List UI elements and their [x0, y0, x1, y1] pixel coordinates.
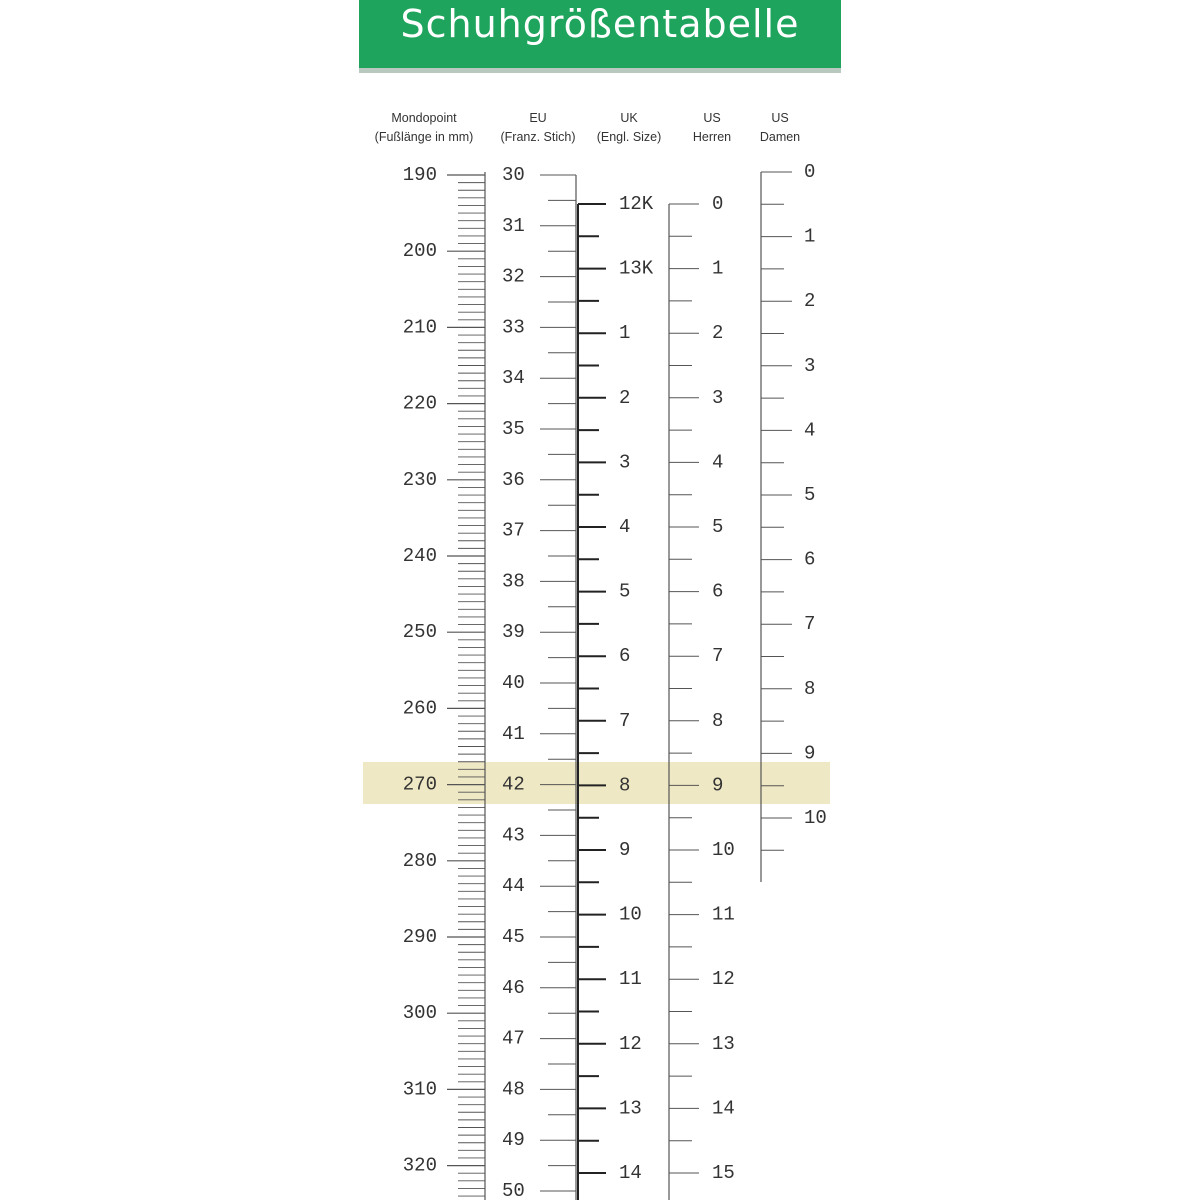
- eu-label: 39: [502, 621, 525, 644]
- uk-label: 3: [619, 451, 631, 474]
- eu-label: 48: [502, 1078, 525, 1101]
- eu-label: 30: [502, 164, 525, 187]
- mondopoint-label: 250: [402, 621, 437, 644]
- eu-label: 45: [502, 926, 525, 949]
- mondopoint-label: 220: [402, 392, 437, 415]
- uk-label: 10: [619, 903, 642, 926]
- mondopoint-label: 200: [402, 240, 437, 263]
- column-header-line2: Damen: [759, 130, 801, 144]
- column-header-line2: Herren: [692, 130, 732, 144]
- uk-label: 13K: [619, 257, 654, 280]
- eu-label: 34: [502, 367, 525, 390]
- us-men-label: 6: [712, 580, 724, 603]
- column-header-line1: US: [703, 111, 721, 125]
- uk-label: 1: [619, 322, 631, 345]
- eu-label: 43: [502, 824, 525, 847]
- mondopoint-label: 290: [402, 926, 437, 949]
- us-men-label: 0: [712, 193, 724, 216]
- uk-label: 4: [619, 516, 631, 539]
- us-men-label: 3: [712, 386, 724, 409]
- eu-label: 31: [502, 214, 525, 237]
- eu-label: 40: [502, 672, 525, 695]
- mondopoint-label: 210: [402, 316, 437, 339]
- eu-label: 41: [502, 722, 525, 745]
- us-men-label: 14: [712, 1097, 735, 1120]
- us-women-label: 8: [804, 677, 816, 700]
- us-women-label: 0: [804, 161, 816, 184]
- us-men-label: 4: [712, 451, 724, 474]
- us-men-label: 9: [712, 774, 724, 797]
- eu-label: 33: [502, 316, 525, 339]
- mondopoint-label: 300: [402, 1002, 437, 1025]
- uk-label: 8: [619, 774, 631, 797]
- us-men-label: 1: [712, 257, 724, 280]
- column-header-line1: Mondopoint: [391, 111, 457, 125]
- uk-label: 11: [619, 968, 642, 991]
- us-women-label: 6: [804, 548, 816, 571]
- us-women-label: 1: [804, 225, 816, 248]
- us-women-label: 3: [804, 354, 816, 377]
- uk-label: 6: [619, 645, 631, 668]
- eu-label: 49: [502, 1129, 525, 1152]
- eu-label: 36: [502, 468, 525, 491]
- us-men-label: 15: [712, 1162, 735, 1185]
- eu-label: 42: [502, 773, 525, 796]
- us-men-label: 12: [712, 968, 735, 991]
- eu-label: 47: [502, 1027, 525, 1050]
- mondopoint-label: 270: [402, 773, 437, 796]
- mondopoint-label: 230: [402, 468, 437, 491]
- mondopoint-label: 260: [402, 697, 437, 720]
- us-men-label: 7: [712, 645, 724, 668]
- us-women-label: 10: [804, 807, 827, 830]
- mondopoint-label: 240: [402, 545, 437, 568]
- page-title: Schuhgrößentabelle: [400, 2, 800, 46]
- eu-label: 32: [502, 265, 525, 288]
- eu-label: 44: [502, 875, 525, 898]
- us-men-label: 10: [712, 839, 735, 862]
- us-men-label: 11: [712, 903, 735, 926]
- mondopoint-label: 310: [402, 1078, 437, 1101]
- column-header-line1: EU: [529, 111, 547, 125]
- us-women-label: 7: [804, 613, 816, 636]
- column-header-line2: (Engl. Size): [596, 130, 662, 144]
- us-women-label: 5: [804, 484, 816, 507]
- eu-label: 35: [502, 418, 525, 441]
- column-header-line2: (Franz. Stich): [500, 130, 576, 144]
- eu-label: 46: [502, 976, 525, 999]
- mondopoint-label: 280: [402, 849, 437, 872]
- us-men-label: 2: [712, 322, 724, 345]
- uk-label: 2: [619, 386, 631, 409]
- uk-label: 14: [619, 1162, 642, 1185]
- column-header-line2: (Fußlänge in mm): [374, 130, 474, 144]
- us-women-label: 9: [804, 742, 816, 765]
- uk-label: 12: [619, 1032, 642, 1055]
- us-men-label: 13: [712, 1032, 735, 1055]
- uk-label: 7: [619, 709, 631, 732]
- eu-label: 38: [502, 570, 525, 593]
- us-men-label: 5: [712, 516, 724, 539]
- us-men-label: 8: [712, 709, 724, 732]
- mondopoint-label: 190: [402, 164, 437, 187]
- eu-label: 37: [502, 519, 525, 542]
- column-header-line1: US: [771, 111, 789, 125]
- us-women-label: 4: [804, 419, 816, 442]
- uk-label: 5: [619, 580, 631, 603]
- eu-label: 50: [502, 1180, 525, 1200]
- uk-label: 9: [619, 839, 631, 862]
- mondopoint-label: 320: [402, 1154, 437, 1177]
- uk-label: 13: [619, 1097, 642, 1120]
- column-header-line1: UK: [620, 111, 638, 125]
- uk-label: 12K: [619, 193, 654, 216]
- us-women-label: 2: [804, 290, 816, 313]
